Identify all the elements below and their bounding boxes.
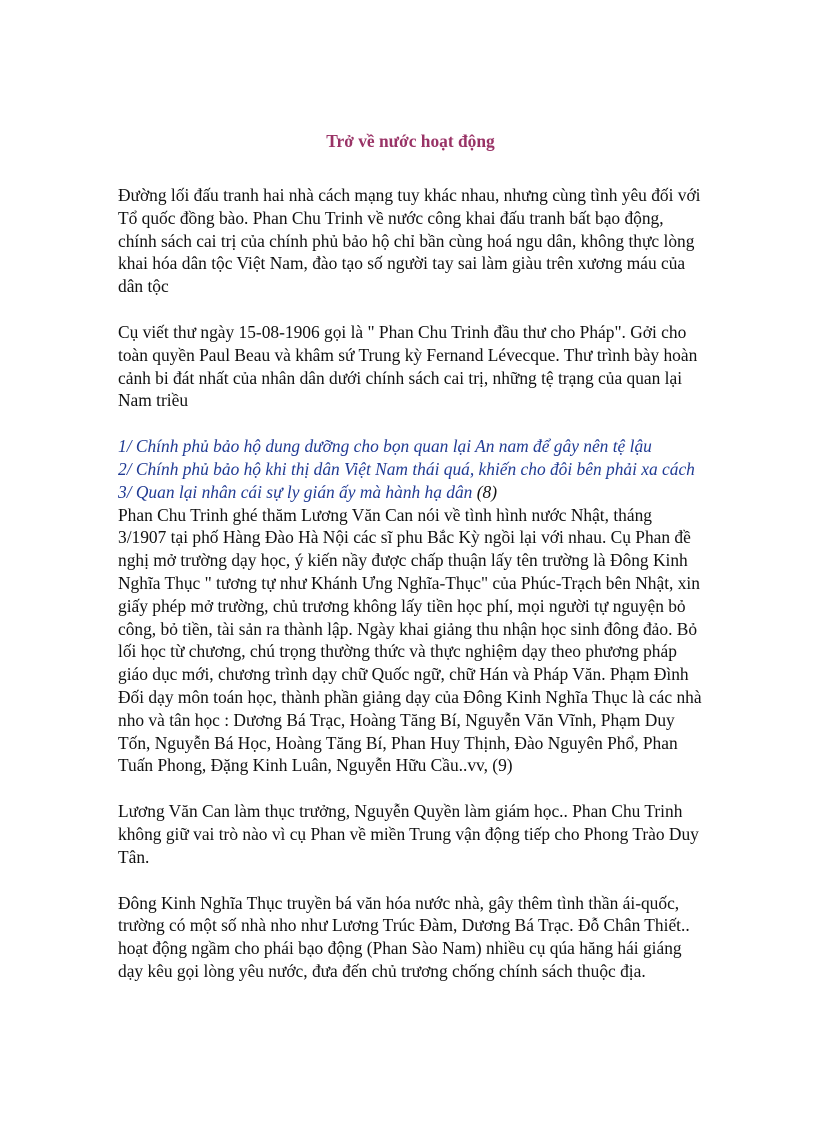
document-title: Trở về nước hoạt động <box>326 131 495 151</box>
document-page <box>118 130 703 1006</box>
paragraph-letter: Cụ viết thư ngày 15-08-1906 gọi là " Phan Chu Trinh đầu thư cho Pháp". Gởi cho toàn quyền Paul Beau và khâm sứ Trung kỳ Fernand Lévecque. Thư trình bày hoàn cảnh bi đát nhất của nhân dân dưới chính sách cai trị, những tệ trạng của quan lại Nam triều <box>118 321 698 411</box>
point-item-1: 1/ Chính phủ bảo hộ dung dưỡng cho bọn quan lại An nam để gây nên tệ lậu <box>118 436 652 457</box>
points-list <box>118 435 703 503</box>
point-item-3-note: (8) <box>472 481 498 502</box>
point-item-2: 2/ Chính phủ bảo hộ khi thị dân Việt Nam thái quá, khiến cho đôi bên phải xa cách <box>118 458 695 479</box>
paragraph-intro: Đường lối đấu tranh hai nhà cách mạng tuy khác nhau, nhưng cùng tình yêu đối với Tổ quốc đồng bào. Phan Chu Trinh về nước công khai đấu tranh bất bạo động, chính sách cai trị của chính phủ bảo hộ chỉ bần cùng hoá ngu dân, không thực lòng khai hóa dân tộc Việt Nam, đào tạo số người tay sai làm giàu trên xương máu của dân tộc <box>118 185 701 297</box>
paragraph-leadership: Lương Văn Can làm thục trưởng, Nguyễn Quyền làm giám học.. Phan Chu Trinh không giữ vai trò nào vì cụ Phan về miền Trung vận động tiếp cho Phong Trào Duy Tân. <box>118 801 699 867</box>
point-item-3: 3/ Quan lại nhân cái sự ly gián ấy mà hành hạ dân <box>118 481 473 502</box>
paragraph-culture: Đông Kinh Nghĩa Thục truyền bá văn hóa nước nhà, gây thêm tình thần ái-quốc, trường có một số nhà nho như Lương Trúc Đàm, Dương Bá Trạc. Đỗ Chân Thiết.. hoạt động ngầm cho phái bạo động (Phan Sào Nam) nhiều cụ qúa hăng hái giáng dạy kêu gọi lòng yêu nước, đưa đến chủ trương chống chính sách thuộc địa. <box>118 892 690 981</box>
point-item-3-row <box>118 481 703 504</box>
paragraph-dong-kinh: Phan Chu Trinh ghé thăm Lương Văn Can nói về tình hình nước Nhật, tháng 3/1907 tại phố Hàng Đào Hà Nội các sĩ phu Bắc Kỳ ngồi lại với nhau. Cụ Phan đề nghị mở trường dạy học, ý kiến nầy được chấp thuận lấy tên trường là Đông Kinh Nghĩa Thục " tương tự như Khánh Ưng Nghĩa-Thục" của Phúc-Trạch bên Nhật, xin giấy phép mở trường, chủ trương không lấy tiền học phí, mọi người tự nguyện bỏ công, bỏ tiền, tài sản ra thành lập. Ngày khai giảng thu nhận học sinh đông đảo. Bỏ lối học từ chương, chú trọng thường thức và thực nghiệm dạy theo phương pháp giáo dục mới, chương trình dạy chữ Quốc ngữ, chữ Hán và Pháp Văn. Phạm Đình Đối dạy môn toán học, thành phần giảng dạy của Đông Kinh Nghĩa Thục là các nhà nho và tân học : Dương Bá Trạc, Hoàng Tăng Bí, Nguyễn Văn Vĩnh, Phạm Duy Tốn, Nguyễn Bá Học, Hoàng Tăng Bí, Phan Huy Thịnh, Đào Nguyên Phổ, Phan Tuấn Phong, Đặng Kinh Luân, Nguyễn Hữu Cầu..vv, (9) <box>118 504 702 776</box>
